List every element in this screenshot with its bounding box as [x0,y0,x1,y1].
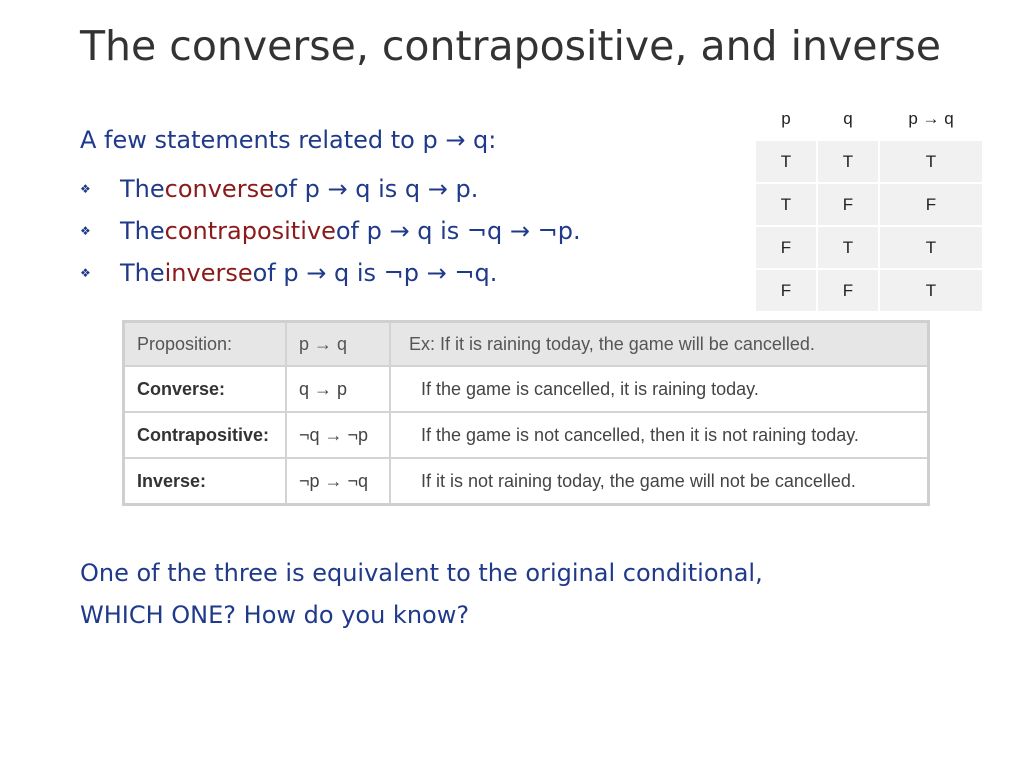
truth-table-row: F F T [755,269,983,312]
bullet-converse: ❖ The converse of p → q is q → p. [80,168,581,210]
proposition-row-inverse: Inverse: ¬p → ¬q If it is not raining today, the game will not be cancelled. [124,458,929,505]
intro-text: A few statements related to p → q: [80,126,497,154]
term-converse: converse [164,175,274,203]
closing-line-1: One of the three is equivalent to the original conditional, [80,559,763,587]
diamond-bullet-icon: ❖ [80,182,91,196]
diamond-bullet-icon: ❖ [80,224,91,238]
closing-question [80,552,763,636]
closing-line-2: WHICH ONE? How do you know? [80,601,470,629]
proposition-table-header: Proposition: p → q Ex: If it is raining today, the game will be cancelled. [124,322,929,367]
proposition-row-converse: Converse: q → p If the game is cancelled, it is raining today. [124,366,929,412]
truth-table [754,96,984,313]
term-contrapositive: contrapositive [164,217,336,245]
proposition-row-contrapositive: Contrapositive: ¬q → ¬p If the game is not cancelled, then it is not raining today. [124,412,929,458]
truth-table-row: F T T [755,226,983,269]
truth-table-row: T F F [755,183,983,226]
bullet-list [80,168,581,294]
truth-table-row: T T T [755,140,983,183]
truth-table-header: p q p → q [755,97,983,140]
term-inverse: inverse [164,259,253,287]
proposition-table [122,320,930,506]
slide-title: The converse, contrapositive, and inverse [80,22,941,70]
diamond-bullet-icon: ❖ [80,266,91,280]
bullet-inverse: ❖ The inverse of p → q is ¬p → ¬q. [80,252,581,294]
bullet-contrapositive: ❖ The contrapositive of p → q is ¬q → ¬p. [80,210,581,252]
